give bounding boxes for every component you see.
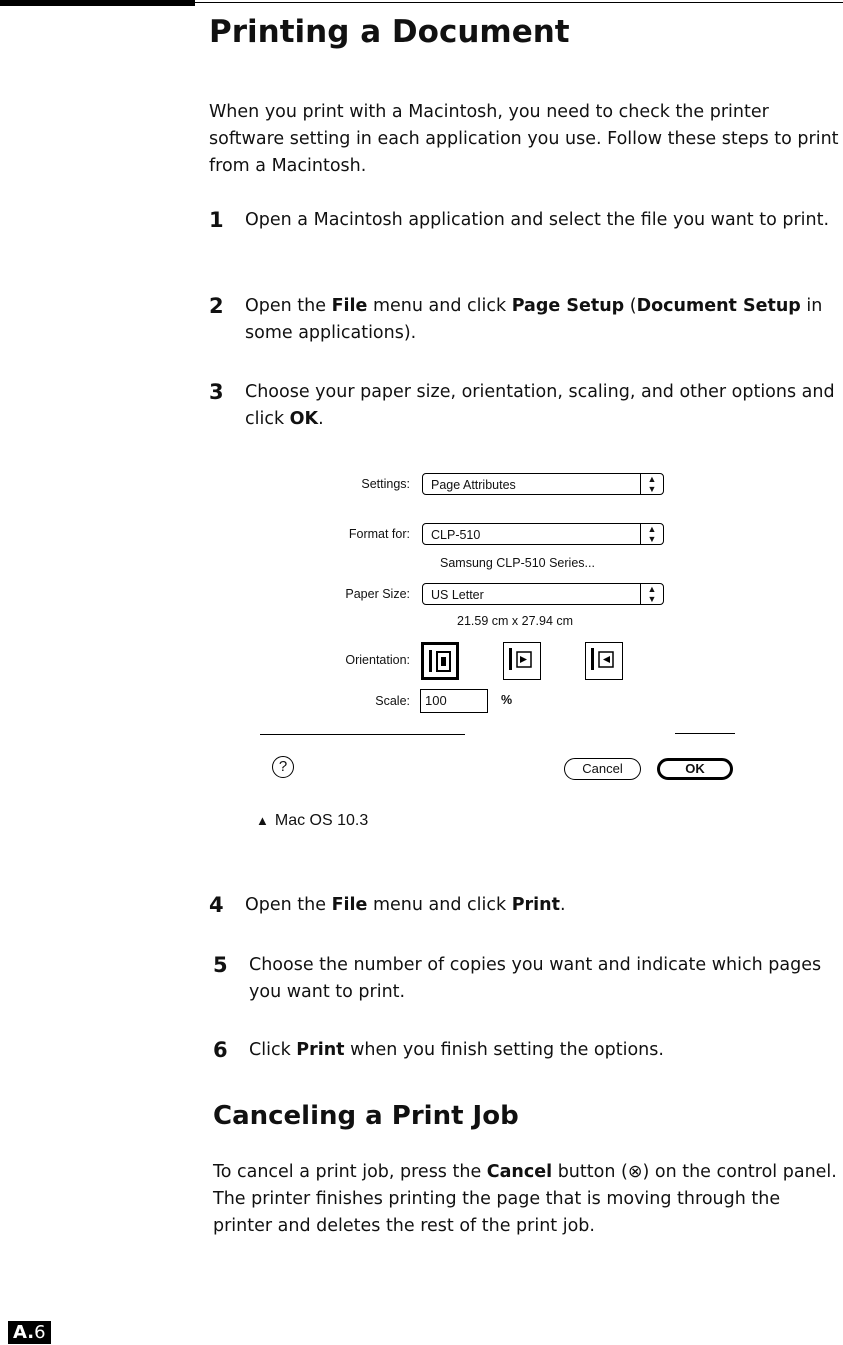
step-text: Click Print when you finish setting the options. xyxy=(249,1040,664,1060)
step-2 xyxy=(209,293,843,347)
cancel-paragraph: To cancel a print job, press the Cancel button (⊗) on the control panel. The printer finishes printing the page that is moving through the printer and deletes the rest of the print job. xyxy=(213,1162,837,1236)
triangle-icon: ▲ xyxy=(256,813,269,828)
page-number: A.6 xyxy=(8,1321,51,1344)
orientation-reverse-landscape-button[interactable] xyxy=(585,642,623,680)
step-number: 6 xyxy=(213,1038,228,1062)
reverse-landscape-icon xyxy=(590,647,616,673)
step-number: 2 xyxy=(209,294,224,318)
step-number: 4 xyxy=(209,893,224,917)
step-1 xyxy=(209,207,843,234)
orientation-portrait-button[interactable] xyxy=(421,642,459,680)
step-text: Open a Macintosh application and select the file you want to print. xyxy=(245,210,830,230)
divider xyxy=(260,734,465,735)
step-text: Open the File menu and click Print. xyxy=(245,895,566,915)
orientation-landscape-button[interactable] xyxy=(503,642,541,680)
format-note: Samsung CLP-510 Series... xyxy=(440,556,595,570)
popup-arrows-icon: ▲ ▼ xyxy=(640,524,663,544)
paper-size-popup[interactable]: US Letter ▲ ▼ xyxy=(422,583,664,605)
step-6 xyxy=(213,1037,843,1064)
step-text: Choose the number of copies you want and indicate which pages you want to print. xyxy=(249,955,822,1002)
format-label: Format for: xyxy=(348,527,410,541)
divider xyxy=(675,733,735,734)
section-title-canceling: Canceling a Print Job xyxy=(213,1101,519,1131)
landscape-icon xyxy=(508,647,534,673)
paper-size-label: Paper Size: xyxy=(345,587,410,601)
settings-popup[interactable]: Page Attributes ▲ ▼ xyxy=(422,473,664,495)
scale-unit: % xyxy=(501,693,513,707)
settings-label: Settings: xyxy=(361,477,410,491)
paper-size-note: 21.59 cm x 27.94 cm xyxy=(457,614,574,628)
cancel-button[interactable]: Cancel xyxy=(564,758,641,780)
intro-paragraph: When you print with a Macintosh, you need to check the printer software setting in each application you use. Follow these steps to print from a Macintosh. xyxy=(209,102,839,176)
step-number: 1 xyxy=(209,208,224,232)
ok-button[interactable]: OK xyxy=(657,758,733,780)
step-5 xyxy=(213,952,843,1006)
step-4 xyxy=(209,892,843,919)
step-number: 3 xyxy=(209,380,224,404)
step-3 xyxy=(209,379,843,433)
header-rule-thin xyxy=(195,2,843,3)
orientation-label: Orientation: xyxy=(345,653,410,667)
format-popup[interactable]: CLP-510 ▲ ▼ xyxy=(422,523,664,545)
step-text: Open the File menu and click Page Setup (Document Setup in some applications). xyxy=(245,296,823,343)
popup-arrows-icon: ▲ ▼ xyxy=(640,584,663,604)
page-setup-dialog xyxy=(255,462,755,792)
step-number: 5 xyxy=(213,953,228,977)
scale-label: Scale: xyxy=(375,694,410,708)
popup-arrows-icon: ▲ ▼ xyxy=(640,474,663,494)
figure-caption: ▲ Mac OS 10.3 xyxy=(256,812,369,829)
scale-input[interactable]: 100 xyxy=(420,689,488,713)
portrait-icon xyxy=(428,649,454,675)
help-button[interactable]: ? xyxy=(272,756,294,778)
header-rule-thick xyxy=(0,0,195,6)
step-text: Choose your paper size, orientation, scaling, and other options and click OK. xyxy=(245,382,835,429)
page-title: Printing a Document xyxy=(209,14,570,50)
